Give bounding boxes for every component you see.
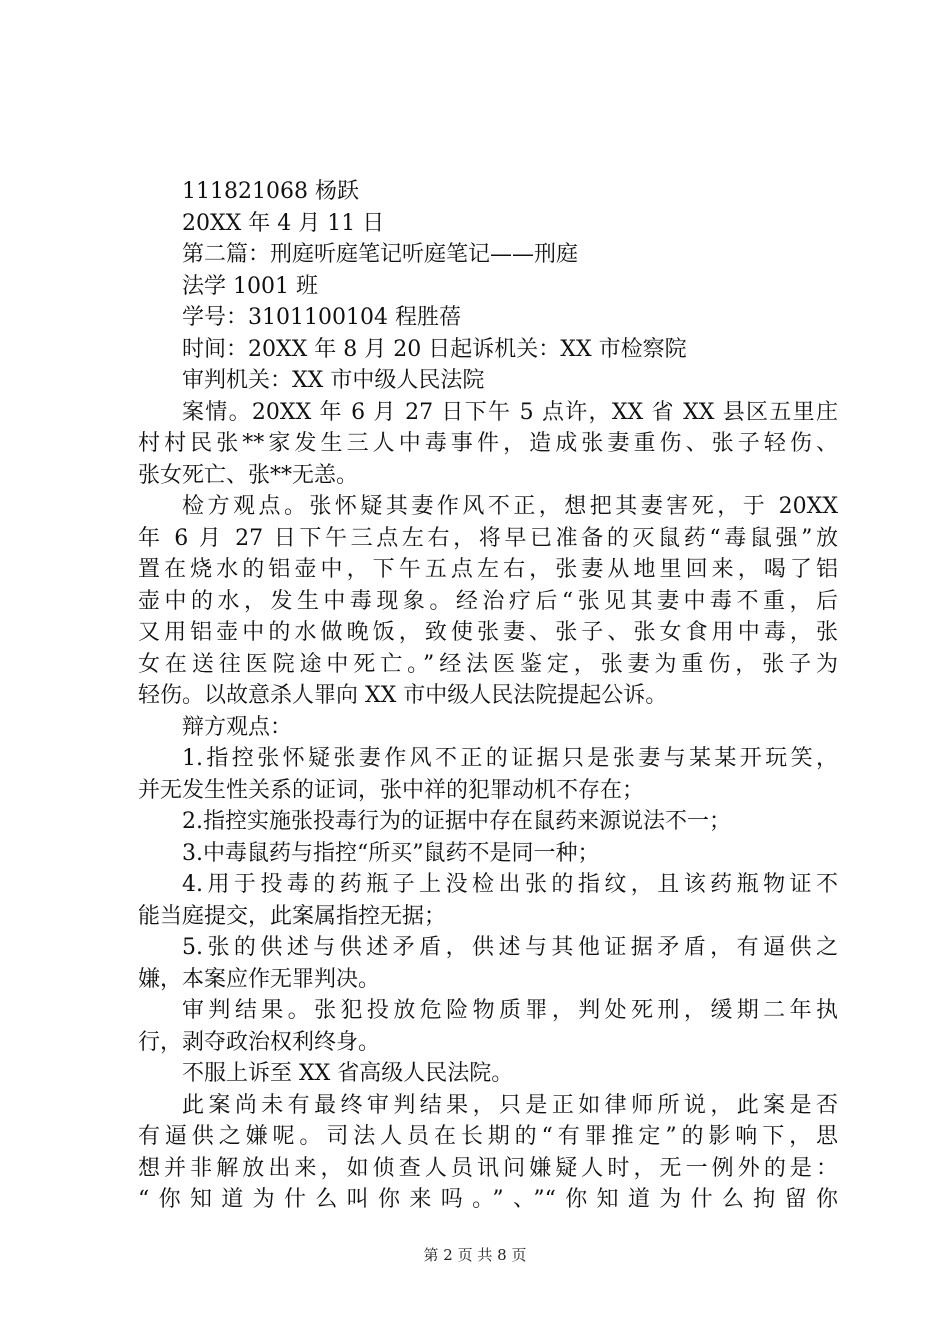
text-line: 时间：20XX 年 8 月 20 日起诉机关：XX 市检察院 bbox=[182, 336, 687, 362]
page-number-footer: 第 2 页 共 8 页 bbox=[423, 1246, 527, 1264]
paragraph-line: 辩方观点： bbox=[182, 714, 293, 740]
text-line: 法学 1001 班 bbox=[182, 273, 318, 299]
document-body bbox=[138, 176, 838, 1216]
text-line: 审判机关：XX 市中级人民法院 bbox=[182, 368, 485, 393]
paragraph-line: 此案尚未有最终审判结果，只是正如律师所说，此案是否 bbox=[182, 1092, 838, 1118]
paragraph-line: “你知道为什么叫你来吗。”、”“你知道为什么拘留你 bbox=[138, 1187, 838, 1212]
paragraph-line: 置在烧水的铝壶中，下午五点左右，张妻从地里回来，喝了铝 bbox=[138, 557, 838, 582]
paragraph-line: 女在送往医院途中死亡。”经法医鉴定，张妻为重伤，张子为 bbox=[138, 651, 838, 677]
paragraph-line: 有逼供之嫌呢。司法人员在长期的“有罪推定”的影响下，思 bbox=[138, 1124, 838, 1149]
paragraph-line: 案情。20XX 年 6 月 27 日下午 5 点许，XX 省 XX 县区五里庄 bbox=[182, 399, 838, 425]
list-item-line: 2.指控实施张投毒行为的证据中存在鼠药来源说法不一； bbox=[182, 809, 731, 834]
text-line: 111821068 杨跃 bbox=[182, 179, 359, 204]
paragraph-line: 想并非解放出来，如侦查人员讯问嫌疑人时，无一例外的是： bbox=[138, 1155, 838, 1181]
paragraph-line: 轻伤。以故意杀人罪向 XX 市中级人民法院提起公诉。 bbox=[138, 683, 668, 708]
list-item-line: 嫌，本案应作无罪判决。 bbox=[138, 966, 381, 992]
paragraph-line: 又用铝壶中的水做晚饭，致使张妻、张子、张女食用中毒，张 bbox=[138, 620, 838, 645]
list-item-line: 3.中毒鼠药与指控“所买”鼠药不是同一种； bbox=[182, 840, 600, 866]
paragraph-line: 检方观点。张怀疑其妻作风不正，想把其妻害死，于 20XX bbox=[182, 494, 838, 519]
paragraph-line: 壶中的水，发生中毒现象。经治疗后“张见其妻中毒不重，后 bbox=[138, 588, 838, 614]
section-heading: 第二篇：刑庭听庭笔记听庭笔记——刑庭 bbox=[182, 242, 579, 267]
text-line: 学号：3101100104 程胜蓓 bbox=[182, 305, 461, 330]
list-item-line: 5.张的供述与供述矛盾，供述与其他证据矛盾，有逼供之 bbox=[182, 935, 838, 960]
list-item-line: 并无发生性关系的证词，张中祥的犯罪动机不存在； bbox=[138, 777, 645, 803]
text-line: 20XX 年 4 月 11 日 bbox=[182, 210, 385, 236]
paragraph-line: 年 6 月 27 日下午三点左右，将早已准备的灭鼠药“毒鼠强”放 bbox=[138, 525, 838, 551]
list-item-line: 能当庭提交，此案属指控无据； bbox=[138, 903, 447, 929]
paragraph-line: 村村民张**家发生三人中毒事件，造成张妻重伤、张子轻伤、 bbox=[138, 431, 838, 456]
list-item-line: 4.用于投毒的药瓶子上没检出张的指纹，且该药瓶物证不 bbox=[182, 872, 838, 897]
paragraph-line: 审判结果。张犯投放危险物质罪，判处死刑，缓期二年执 bbox=[182, 998, 838, 1023]
paragraph-line: 行，剥夺政治权利终身。 bbox=[138, 1029, 381, 1055]
paragraph-line: 不服上诉至 XX 省高级人民法院。 bbox=[182, 1061, 514, 1086]
paragraph-line: 张女死亡、张**无恙。 bbox=[138, 462, 359, 488]
list-item-line: 1.指控张怀疑张妻作风不正的证据只是张妻与某某开玩笑， bbox=[182, 746, 838, 771]
